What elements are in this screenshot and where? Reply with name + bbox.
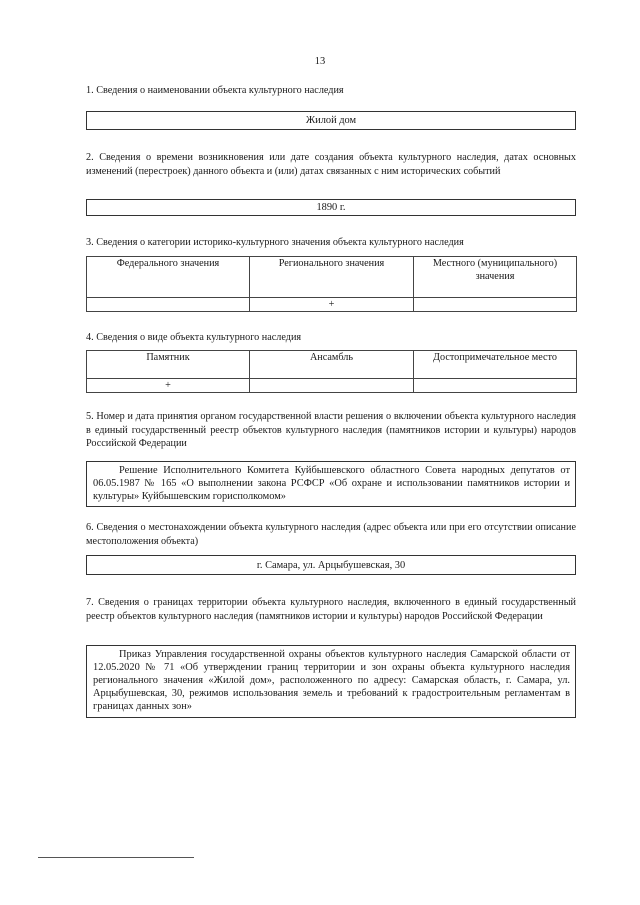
section2-heading: 2. Сведения о времени возникновения или дате создания объекта культурного наследия, датах основных изменений (перестроек) данного объекта и (или) датах связанных с ним исторических событий bbox=[86, 152, 576, 177]
type-col-monument: Памятник bbox=[87, 351, 250, 379]
type-value-landmark bbox=[414, 379, 577, 393]
section1-heading: 1. Сведения о наименовании объекта культурного наследия bbox=[86, 85, 344, 96]
creation-date-value: 1890 г. bbox=[316, 202, 346, 213]
registry-decision-value: Решение Исполнительного Комитета Куйбышевского областного Совета народных депутатов от 06.05.1987 № 165 «О выполнении закона РСФСР «Об охране и использовании памятников истории и культуры» Куйбышевским горисполкомом» bbox=[93, 465, 570, 502]
type-value-monument: + bbox=[87, 379, 250, 393]
section3-heading: 3. Сведения о категории историко-культурного значения объекта культурного наследия bbox=[86, 237, 464, 248]
footnote-separator bbox=[38, 857, 194, 858]
type-table bbox=[86, 350, 577, 393]
category-value-local bbox=[414, 298, 577, 312]
page-number: 13 bbox=[314, 56, 326, 67]
category-table bbox=[86, 256, 577, 312]
address-box bbox=[86, 555, 576, 575]
type-col-landmark: Достопримечательное место bbox=[414, 351, 577, 379]
category-table-values bbox=[87, 298, 577, 312]
type-col-ensemble: Ансамбль bbox=[250, 351, 414, 379]
type-value-ensemble bbox=[250, 379, 414, 393]
object-name-box bbox=[86, 111, 576, 130]
type-table-header bbox=[87, 351, 577, 379]
section4-heading: 4. Сведения о виде объекта культурного наследия bbox=[86, 332, 302, 343]
category-col-federal: Федерального значения bbox=[87, 257, 250, 298]
section5-heading: 5. Номер и дата принятия органом государственной власти решения о включении объекта культурного наследия в единый государственный реестр объектов культурного наследия (памятников истории и культуры) народов Российской Федерации bbox=[86, 411, 576, 449]
address-value: г. Самара, ул. Арцыбушевская, 30 bbox=[256, 559, 406, 571]
category-col-regional: Регионального значения bbox=[250, 257, 414, 298]
boundaries-box bbox=[86, 645, 576, 718]
category-value-federal bbox=[87, 298, 250, 312]
category-col-local: Местного (муниципального) значения bbox=[414, 257, 577, 298]
category-value-regional: + bbox=[250, 298, 414, 312]
section6-heading: 6. Сведения о местонахождении объекта культурного наследия (адрес объекта или при его отсутствии описание местоположения объекта) bbox=[86, 522, 576, 547]
type-table-values bbox=[87, 379, 577, 393]
registry-decision-box bbox=[86, 461, 576, 507]
category-table-header bbox=[87, 257, 577, 298]
creation-date-box bbox=[86, 199, 576, 216]
object-name-value: Жилой дом bbox=[305, 115, 357, 126]
section7-heading: 7. Сведения о границах территории объекта культурного наследия, включенного в единый государственный реестр объектов культурного наследия (памятников истории и культуры) народов Российской Федерации bbox=[86, 597, 576, 622]
boundaries-value: Приказ Управления государственной охраны объектов культурного наследия Самарской области от 12.05.2020 № 71 «Об утверждении границ территории и зон охраны объекта культурного наследия регионального значения «Жилой дом», расположенного по адресу: Самарская область, г. Самара, ул. Арцыбушевская, 30, режимов использования земель и требований к градостроительным регламентам в границах данных зон» bbox=[93, 649, 570, 712]
